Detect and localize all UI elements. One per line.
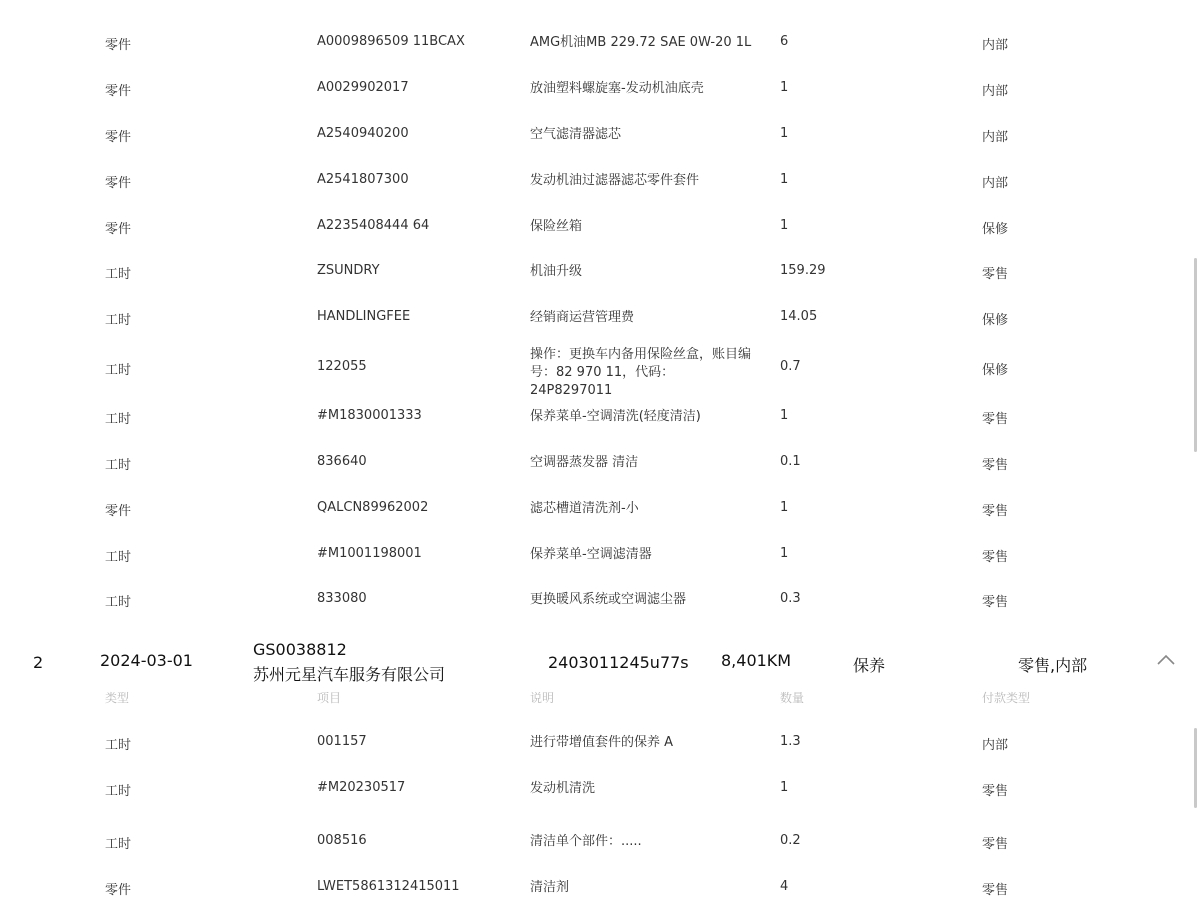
row-qty: 159.29 [780, 263, 826, 278]
row-desc: 操作：更换车内备用保险丝盒，账目编号：82 970 11，代码：24P8297011 [530, 347, 752, 398]
row-qty: 1.3 [780, 734, 801, 749]
row-type: 零件 [105, 130, 132, 145]
row-pay: 保修 [982, 313, 1009, 328]
row-code: 001157 [317, 734, 367, 749]
row-qty: 1 [780, 126, 789, 141]
row-code: 008516 [317, 833, 367, 848]
row-type: 工时 [105, 784, 132, 799]
row-desc: 清洁单个部件：..... [530, 834, 642, 849]
row-desc: 经销商运营管理费 [530, 310, 635, 325]
row-code: 122055 [317, 359, 367, 374]
col-header-item: 项目 [317, 691, 342, 705]
row-code: 833080 [317, 591, 367, 606]
row-qty: 1 [780, 408, 789, 423]
scrollbar-thumb[interactable] [1194, 728, 1197, 808]
row-pay: 零售 [982, 784, 1009, 799]
row-type: 工时 [105, 313, 132, 328]
row-desc: AMG机油MB 229.72 SAE 0W-20 1L [530, 35, 752, 50]
order-number: 2403011245u77s [548, 653, 689, 672]
row-desc: 空气滤清器滤芯 [530, 127, 622, 142]
row-qty: 0.1 [780, 454, 801, 469]
row-desc: 发动机清洗 [530, 781, 596, 796]
row-code: #M1830001333 [317, 408, 422, 423]
row-code: 836640 [317, 454, 367, 469]
row-desc: 空调器蒸发器 清洁 [530, 455, 639, 470]
chevron-up-icon[interactable] [1156, 652, 1176, 666]
row-desc: 保养菜单-空调清洗(轻度清洁) [530, 409, 701, 424]
row-qty: 1 [780, 780, 789, 795]
record-header[interactable] [0, 636, 1200, 686]
row-code: QALCN89962002 [317, 500, 429, 515]
row-code: LWET5861312415011 [317, 879, 460, 894]
row-desc: 清洁剂 [530, 880, 570, 895]
row-type: 工时 [105, 458, 132, 473]
row-type: 零件 [105, 504, 132, 519]
row-pay: 内部 [982, 738, 1009, 753]
row-type: 工时 [105, 738, 132, 753]
row-type: 工时 [105, 363, 132, 378]
row-qty: 0.7 [780, 359, 801, 374]
col-header-desc: 说明 [530, 691, 555, 705]
service-type: 保养 [853, 656, 886, 675]
row-pay: 保修 [982, 363, 1009, 378]
row-pay: 零售 [982, 550, 1009, 565]
row-pay: 零售 [982, 458, 1009, 473]
cut-off-row [0, 0, 1200, 4]
row-type: 工时 [105, 412, 132, 427]
row-code: A2235408444 64 [317, 218, 430, 233]
row-desc: 进行带增值套件的保养 A [530, 735, 674, 750]
row-code: A2540940200 [317, 126, 409, 141]
row-type: 零件 [105, 222, 132, 237]
row-type: 零件 [105, 883, 132, 898]
row-code: A0029902017 [317, 80, 409, 95]
row-pay: 保修 [982, 222, 1009, 237]
row-pay: 内部 [982, 176, 1009, 191]
row-qty: 0.2 [780, 833, 801, 848]
row-qty: 4 [780, 879, 789, 894]
row-pay: 零售 [982, 412, 1009, 427]
mileage: 8,401KM [721, 651, 792, 670]
row-code: #M20230517 [317, 780, 406, 795]
dealer-name: 苏州元星汽车服务有限公司 [253, 665, 446, 684]
row-code: ZSUNDRY [317, 263, 380, 278]
row-type: 工时 [105, 267, 132, 282]
row-code: HANDLINGFEE [317, 309, 411, 324]
scrollbar-thumb[interactable] [1194, 258, 1197, 452]
cut-row-desc [530, 0, 673, 1]
row-qty: 1 [780, 500, 789, 515]
row-pay: 内部 [982, 38, 1009, 53]
col-header-pay: 付款类型 [982, 691, 1031, 705]
row-pay: 零售 [982, 504, 1009, 519]
row-desc: 发动机油过滤器滤芯零件套件 [530, 173, 700, 188]
row-qty: 6 [780, 34, 789, 49]
row-qty: 1 [780, 218, 789, 233]
row-desc: 机油升级 [530, 264, 583, 279]
cut-row-type [105, 0, 131, 1]
row-type: 零件 [105, 176, 132, 191]
row-pay: 零售 [982, 883, 1009, 898]
row-qty: 1 [780, 546, 789, 561]
row-type: 工时 [105, 550, 132, 565]
dealer-code: GS0038812 [253, 640, 347, 659]
row-desc: 保险丝箱 [530, 219, 583, 234]
row-desc: 放油塑料螺旋塞-发动机油底壳 [530, 81, 704, 96]
row-type: 零件 [105, 38, 132, 53]
row-desc: 滤芯槽道清洗剂-小 [530, 501, 639, 516]
row-pay: 零售 [982, 595, 1009, 610]
row-qty: 1 [780, 80, 789, 95]
row-pay: 内部 [982, 130, 1009, 145]
row-pay: 零售 [982, 267, 1009, 282]
row-type: 零件 [105, 84, 132, 99]
row-code: #M1001198001 [317, 546, 422, 561]
table-row [0, 346, 1200, 398]
row-pay: 内部 [982, 84, 1009, 99]
row-type: 工时 [105, 595, 132, 610]
row-desc: 保养菜单-空调滤清器 [530, 547, 652, 562]
record-index: 2 [33, 653, 44, 672]
col-header-qty: 数量 [780, 691, 805, 705]
row-type: 工时 [105, 837, 132, 852]
row-pay: 零售 [982, 837, 1009, 852]
row-desc: 更换暖风系统或空调滤尘器 [530, 592, 687, 607]
cut-row-pay [982, 0, 1008, 1]
record-date: 2024-03-01 [100, 651, 193, 670]
row-qty: 0.3 [780, 591, 801, 606]
col-header-type: 类型 [105, 691, 130, 705]
row-code: A2541807300 [317, 172, 409, 187]
row-qty: 14.05 [780, 309, 818, 324]
payment-type: 零售,内部 [1018, 656, 1088, 675]
row-code: A0009896509 11BCAX [317, 34, 465, 49]
row-qty: 1 [780, 172, 789, 187]
